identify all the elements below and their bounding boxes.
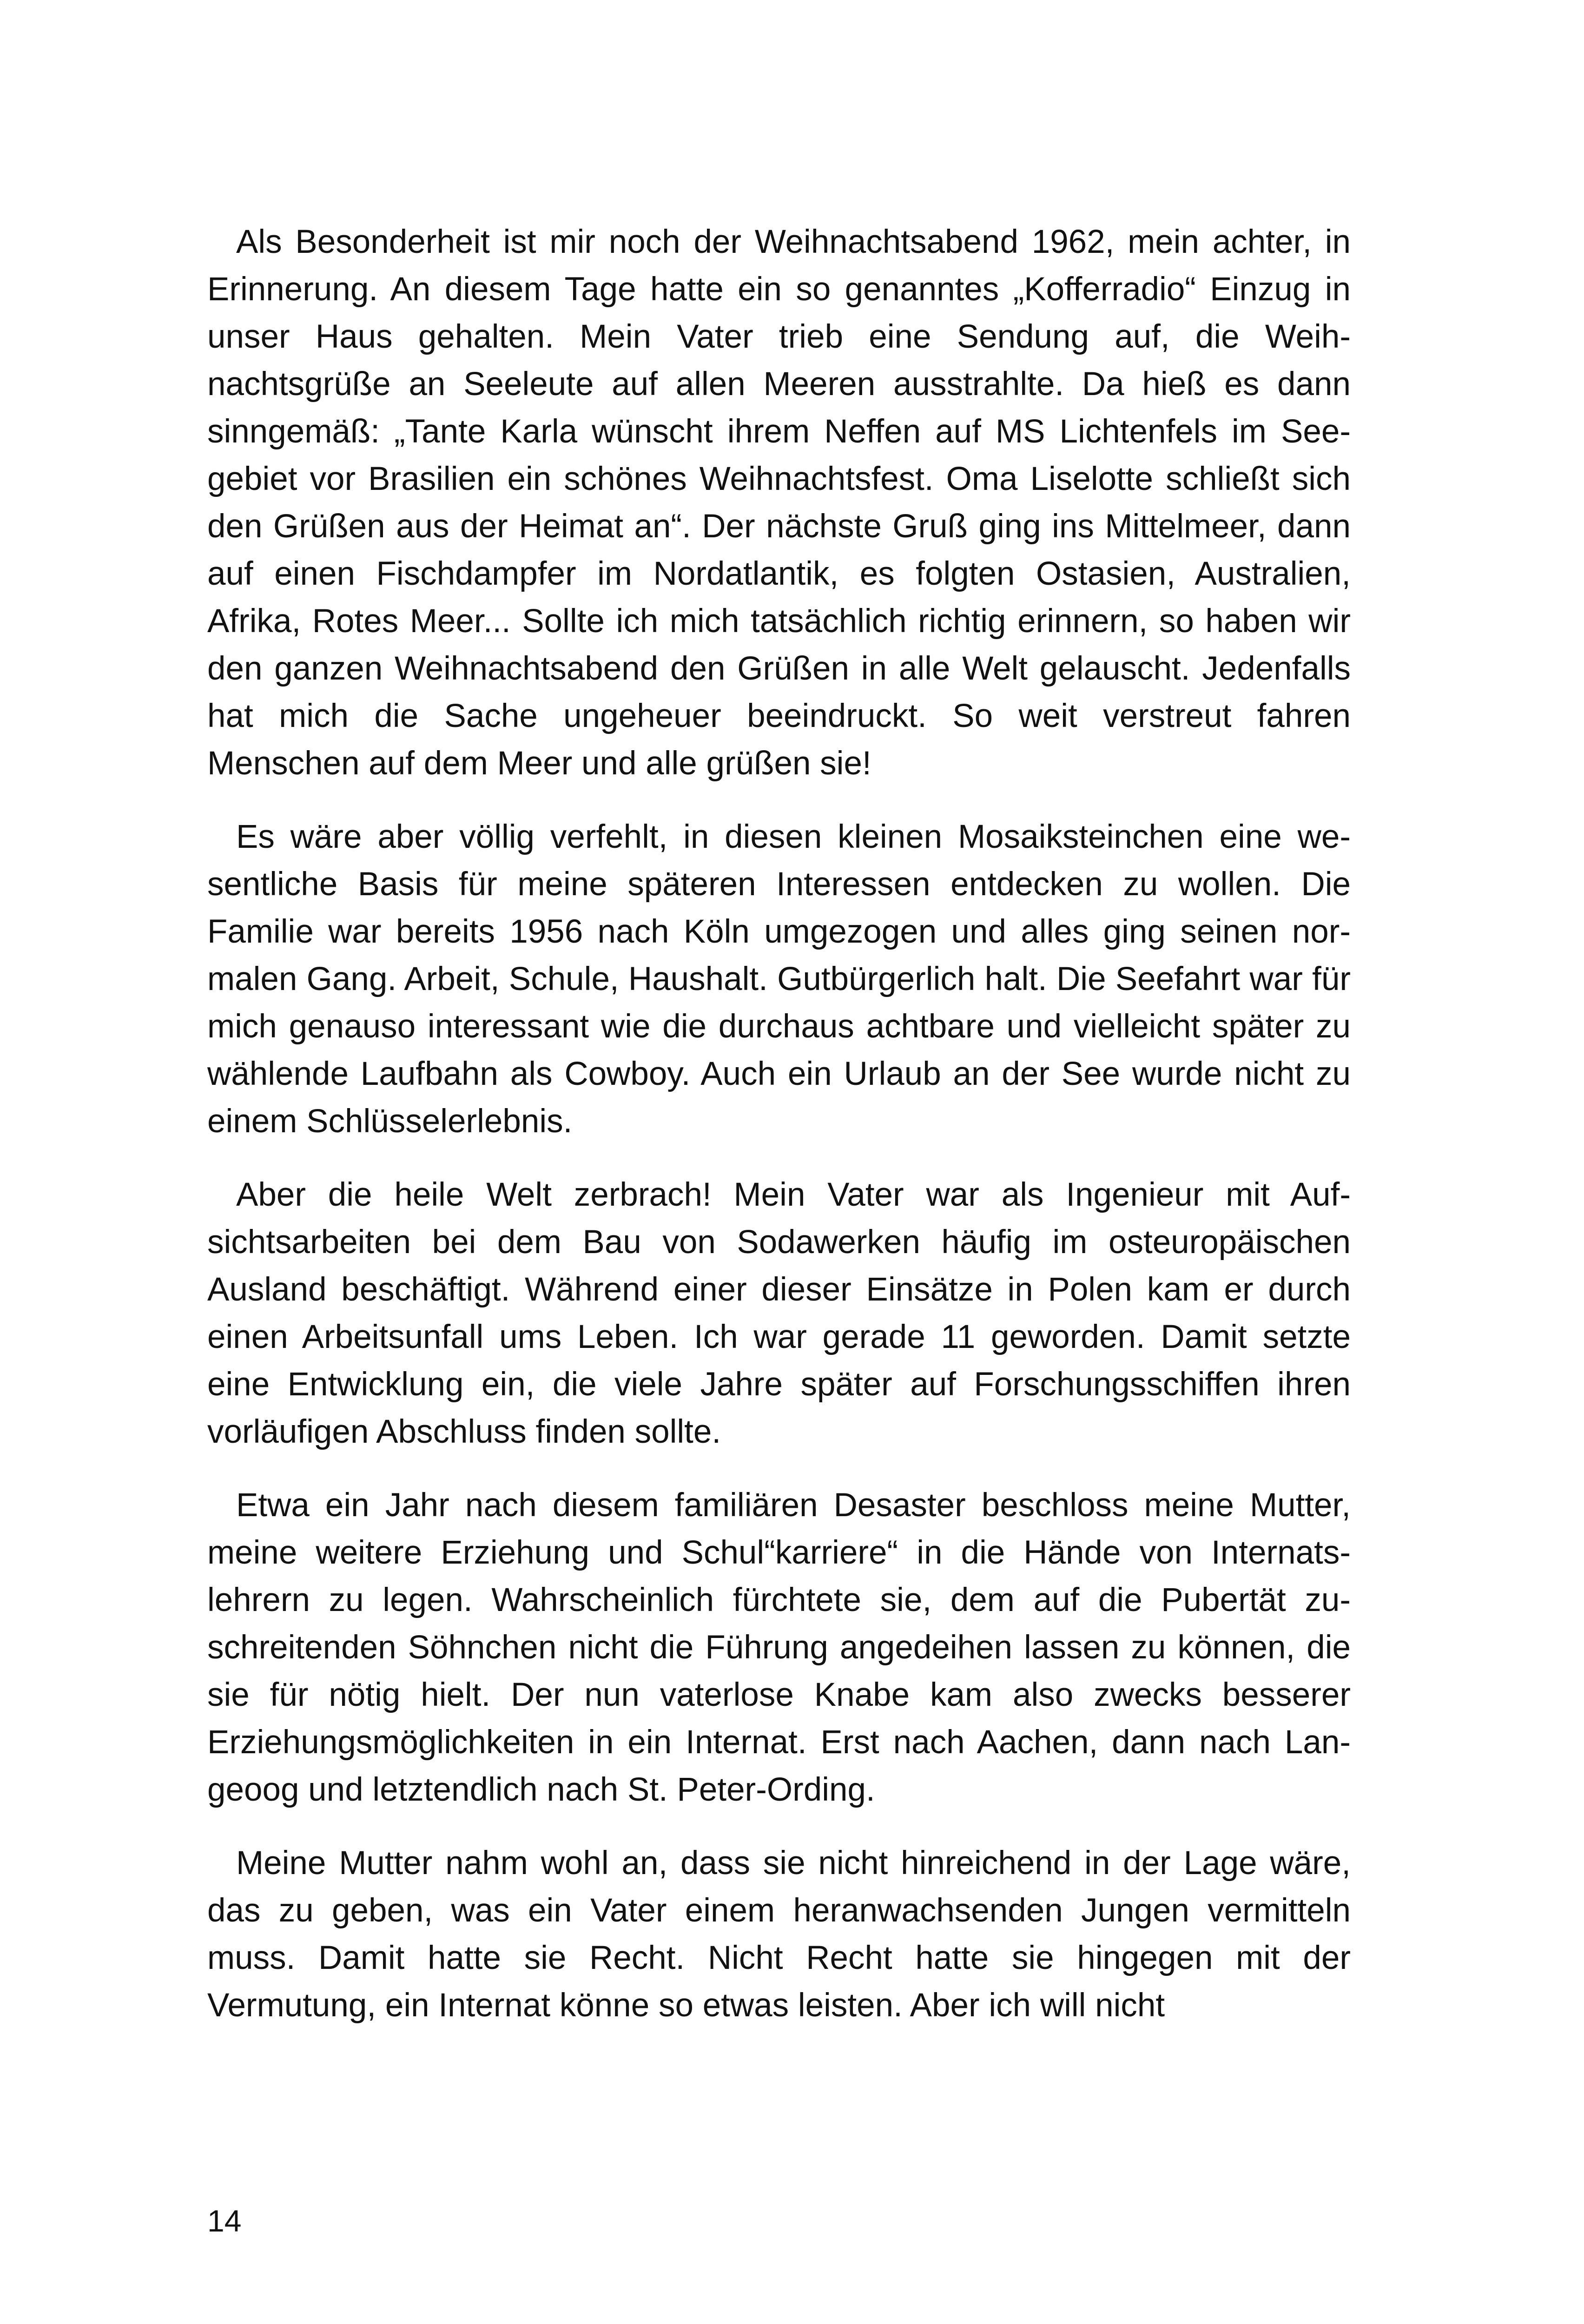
paragraph-mother-assumption: Meine Mutter nahm wohl an, dass sie nicht hinreichend in der Lage wäre, das zu geben, was ein Vater einem heranwachsenden Jungen vermitteln muss. Damit hatte sie Recht. Nicht Recht hatte sie hingegen mit der Vermutung, ein Internat könne so etwas leisten. Aber ich will nicht [207,1845,1351,2024]
paragraph-father-accident: Aber die heile Welt zerbrach! Mein Vater war als Ingenieur mit Aufsichtsarbeiten bei dem Bau von Sodawerken häufig im osteuropäischen Ausland beschäftigt. Während einer dieser Einsätze in Polen kam er durch einen Arbeitsunfall ums Leben. Ich war gerade 11 geworden. Damit setzte eine Entwicklung ein, die viele Jahre später auf Forschungsschiffen ihren vorläufigen Abschluss finden sollte. [207,1176,1351,1450]
page-number: 14 [207,2204,242,2238]
paragraph-christmas-radio: Als Besonderheit ist mir noch der Weihnachtsabend 1962, mein achter, in Erinnerung. An diesem Tage hatte ein so genanntes „Kofferradio“ Einzug in unser Haus gehalten. Mein Vater trieb eine Sendung auf, die Weihnachtsgrüße an Seeleute auf allen Meeren ausstrahlte. Da hieß es dann sinngemäß: „Tante Karla wünscht ihrem Neffen auf MS Lichtenfels im Seegebiet vor Brasilien ein schönes Weihnachtsfest. Oma Liselotte schließt sich den Grüßen aus der Heimat an“. Der nächste Gruß ging ins Mittelmeer, dann auf einen Fischdampfer im Nordatlantik, es folgten Ostasien, Australien, Afrika, Rotes Meer... Sollte ich mich tatsächlich richtig erinnern, so haben wir den ganzen Weihnachtsabend den Grüßen in alle Welt gelauscht. Jedenfalls hat mich die Sache ungeheuer beeindruckt. So weit verstreut fahren Menschen auf dem Meer und alle grüßen sie! [207,224,1351,782]
paragraph-childhood-interests: Es wäre aber völlig verfehlt, in diesen kleinen Mosaiksteinchen eine wesentliche Basis für meine späteren Interessen entdecken zu wollen. Die Familie war bereits 1956 nach Köln umgezogen und alles ging seinen normalen Gang. Arbeit, Schule, Haushalt. Gutbürgerlich halt. Die Seefahrt war für mich genauso interessant wie die durchaus achtbare und vielleicht später zu wählende Laufbahn als Cowboy. Auch ein Urlaub an der See wurde nicht zu einem Schlüsselerlebnis. [207,819,1351,1140]
body-text [207,218,1351,2029]
paragraph-boarding-school: Etwa ein Jahr nach diesem familiären Desaster beschloss meine Mutter, meine weitere Erziehung und Schul“karriere“ in die Hände von Internatslehrern zu legen. Wahrscheinlich fürchtete sie, dem auf die Pubertät zuschreitenden Söhnchen nicht die Führung angedeihen lassen zu können, die sie für nötig hielt. Der nun vaterlose Knabe kam also zwecks besserer Erziehungsmöglichkeiten in ein Internat. Erst nach Aachen, dann nach Langeoog und letztendlich nach St. Peter-Ording. [207,1487,1351,1808]
